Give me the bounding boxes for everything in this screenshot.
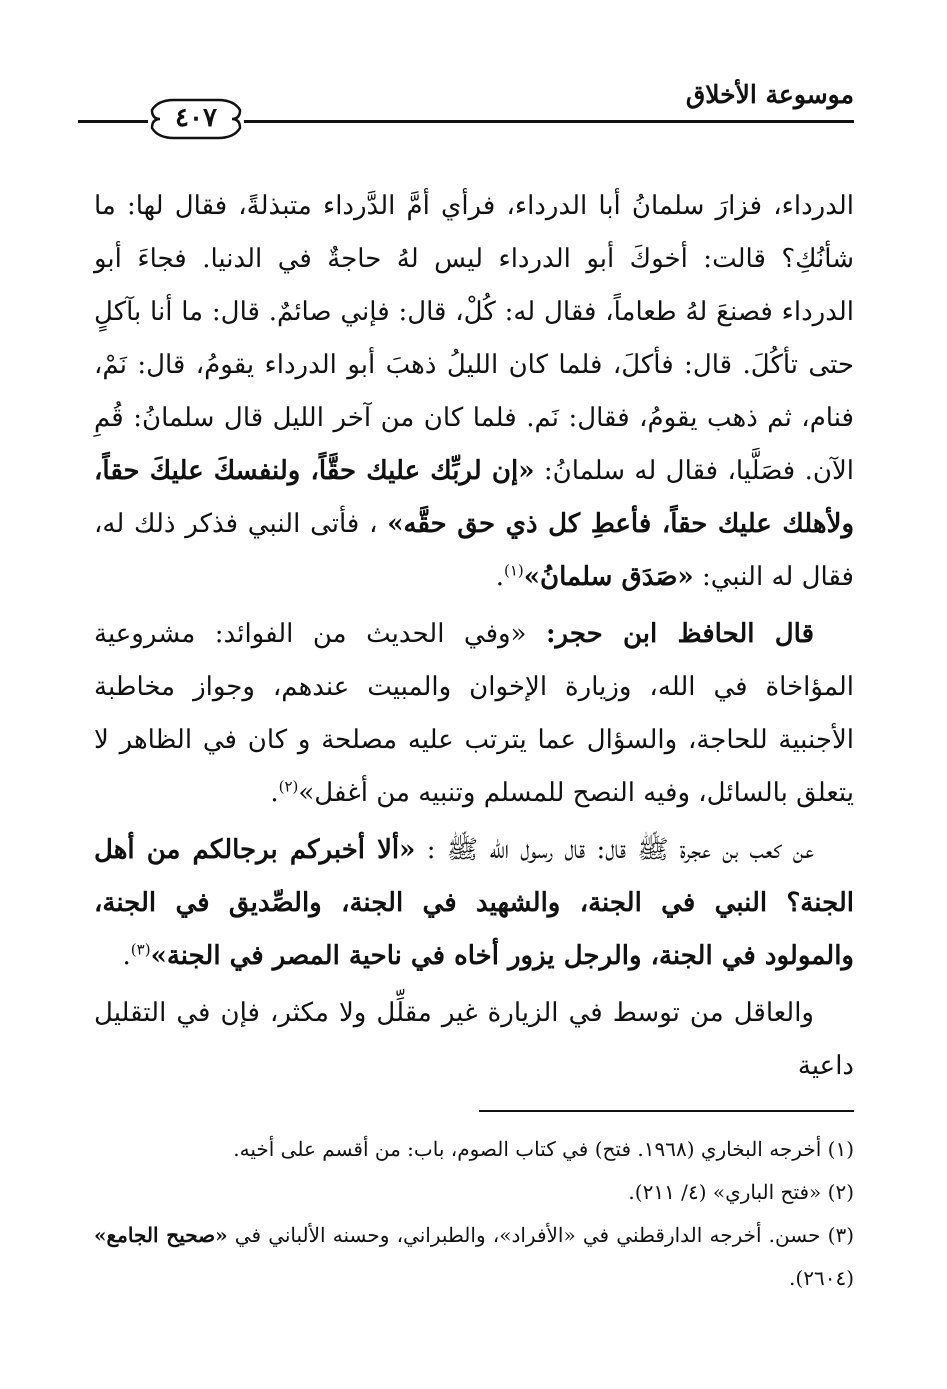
paragraph-hadith-salman — [94, 180, 854, 604]
footnote-ref: (١) — [504, 561, 524, 580]
paragraph-text: والعاقل من توسط في الزيارة غير مقلِّل ولا مكثر، فإن في التقليل داعية — [94, 998, 854, 1081]
period: . — [122, 941, 131, 971]
book-title: موسوعة الأخلاق — [685, 80, 854, 109]
quote-text: «وفي الحديث من الفوائد: مشروعية المؤاخاة في الله، وزيارة الإخوان والمبيت عندهم، وجواز مخاطبة الأجنبية للحاجة، والسؤال عما يترتب عليه مصلحة و كان في الظاهر لا يتعلق بالسائل، وفيه النصح للمسلم وتنبيه من أغفل» — [94, 619, 854, 808]
page-number: ٤٠٧ — [175, 103, 217, 133]
narration-chain: عن كعب بن عجرة ﷺ قال: قال رسول اللّه ﷺ : — [426, 835, 815, 865]
hadith-quote: «إن لربِّك عليك حقَّاً، ولنفسكَ عليكَ حقاً، ولأهلك عليك حقاً، فأعطِ كل ذي حق حقَّه» — [94, 456, 854, 539]
footnote-3-number: (٢٦٠٤). — [789, 1266, 854, 1290]
main-text — [94, 180, 854, 1097]
footnote-3 — [94, 1214, 854, 1300]
footnote-3-text: (٣) حسن. أخرجه الدارقطني في «الأفراد»، والطبراني، وحسنه الألباني في — [234, 1223, 855, 1247]
speaker-label: قال الحافظ ابن حجر: — [545, 619, 815, 649]
footnote-3-source: «صحيح الجامع» — [94, 1223, 228, 1247]
page-number-frame — [148, 96, 244, 142]
paragraph-visiting — [94, 987, 854, 1093]
page-header — [78, 70, 854, 140]
period: . — [495, 562, 504, 592]
narrative-text: ، فأتى النبي فذكر ذلك له، فقال له النبي: — [94, 509, 854, 592]
paragraph-ibn-hajar — [94, 608, 854, 820]
hadith-quote: «ألا أخبركم برجالكم من أهل الجنة؟ النبي في الجنة، والشهيد في الجنة، والصِّديق في الجنة، والمولود في الجنة، والرجل يزور أخاه في ناحية المصر في الجنة» — [94, 835, 854, 971]
footnote-1: (١) أخرجه البخاري (١٩٦٨. فتح) في كتاب الصوم، باب: من أقسم على أخيه. — [233, 1137, 854, 1161]
footnotes — [94, 1128, 854, 1300]
paragraph-kaab — [94, 824, 854, 983]
footnote-ref: (٢) — [278, 777, 299, 796]
hadith-quote: «صَدَق سلمانُ» — [523, 562, 694, 592]
narrative-text: الدرداء، فزارَ سلمانُ أبا الدرداء، فرأي أمَّ الدَّرداء متبذلةً، فقال لها: ما شأنُكِ؟ قالت: أخوكَ أبو الدرداء ليس لهُ حاجةٌ في الدنيا. فجاءَ أبو الدرداء فصنعَ لهُ طعاماً، فقال له: كُلْ، قال: فإني صائمٌ. قال: ما أنا بآكلٍ حتى تأكُلَ. قال: فأكلَ، فلما كان الليلُ ذهبَ أبو الدرداء يقومُ، قال: نَمْ، فنام، ثم ذهب يقومُ، فقال: نَم. فلما كان من آخر الليل قال سلمانُ: قُمِ الآن. فصَلَّيا، فقال له سلمانُ: — [94, 191, 854, 486]
footnote-ref: (٣) — [130, 940, 151, 959]
period: . — [270, 778, 279, 808]
footnote-2: (٢) «فتح الباري» (٤/ ٢١١). — [628, 1180, 854, 1204]
footnote-divider — [479, 1110, 854, 1112]
